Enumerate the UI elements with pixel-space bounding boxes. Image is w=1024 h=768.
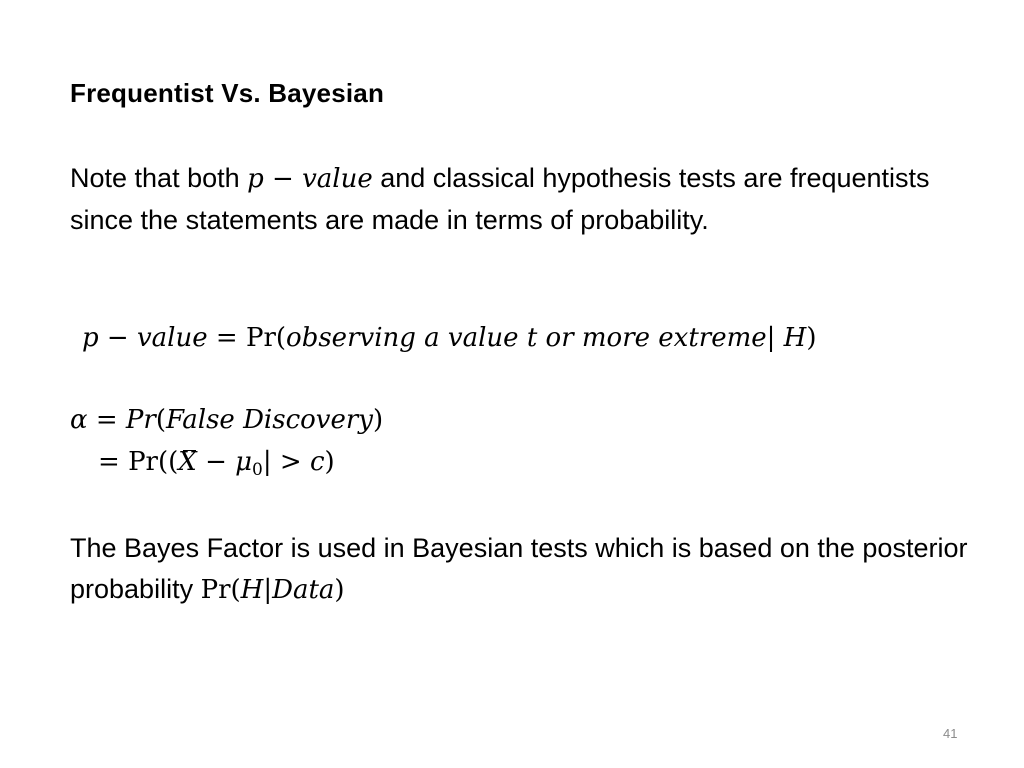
eq-paren: ) <box>372 405 384 435</box>
math-paren: ( <box>230 575 241 605</box>
math-p: p <box>247 164 264 194</box>
eq-symbol: α <box>70 405 88 435</box>
eq-subscript: 0 <box>252 460 263 480</box>
eq-operator: = <box>98 447 129 477</box>
eq-symbol: c <box>309 447 325 477</box>
page-number: 41 <box>943 726 958 741</box>
paragraph-pvalue-note <box>70 158 970 241</box>
math-H: H <box>240 575 264 605</box>
math-value: value <box>302 164 373 194</box>
eq-operator: = <box>207 323 246 353</box>
eq-pr: Pr <box>128 447 158 477</box>
eq-operator: − <box>98 323 137 353</box>
eq-paren: (( <box>158 447 179 477</box>
equation-alpha <box>70 405 383 435</box>
eq-paren: ) <box>324 447 335 477</box>
eq-pr: Pr <box>245 323 276 353</box>
eq-paren: ( <box>155 405 166 435</box>
equation-alpha-continued <box>70 447 335 480</box>
math-paren: ) <box>334 575 345 605</box>
math-bar: | <box>263 575 273 605</box>
text: Note that both <box>70 163 248 193</box>
eq-symbol: p <box>82 323 99 353</box>
eq-operator: | > <box>262 447 310 477</box>
slide-title: Frequentist Vs. Bayesian <box>70 78 385 108</box>
text: and classical hypothesis tests are frequentists since the statements are made in terms of probability. <box>70 163 930 235</box>
eq-pr: Pr <box>125 405 156 435</box>
eq-body: observing a value t or more extreme <box>286 323 767 353</box>
eq-symbol: H <box>775 323 807 353</box>
eq-body: False Discovery <box>165 405 373 435</box>
eq-operator: − <box>196 447 236 477</box>
equation-pvalue <box>82 323 817 353</box>
eq-bar: | <box>766 323 776 353</box>
math-pr: Pr <box>200 575 231 605</box>
eq-symbol: value <box>136 323 208 353</box>
eq-paren: ( <box>275 323 287 353</box>
text: The Bayes Factor is used in Bayesian tests which is based on the posterior probability <box>70 533 968 604</box>
eq-operator: = <box>87 405 126 435</box>
math-data: Data <box>272 575 335 605</box>
eq-xbar: X <box>178 447 197 477</box>
math-minus: − <box>263 164 303 194</box>
eq-symbol: μ <box>235 447 253 477</box>
eq-paren: ) <box>806 323 817 353</box>
paragraph-bayes-factor <box>70 528 970 611</box>
